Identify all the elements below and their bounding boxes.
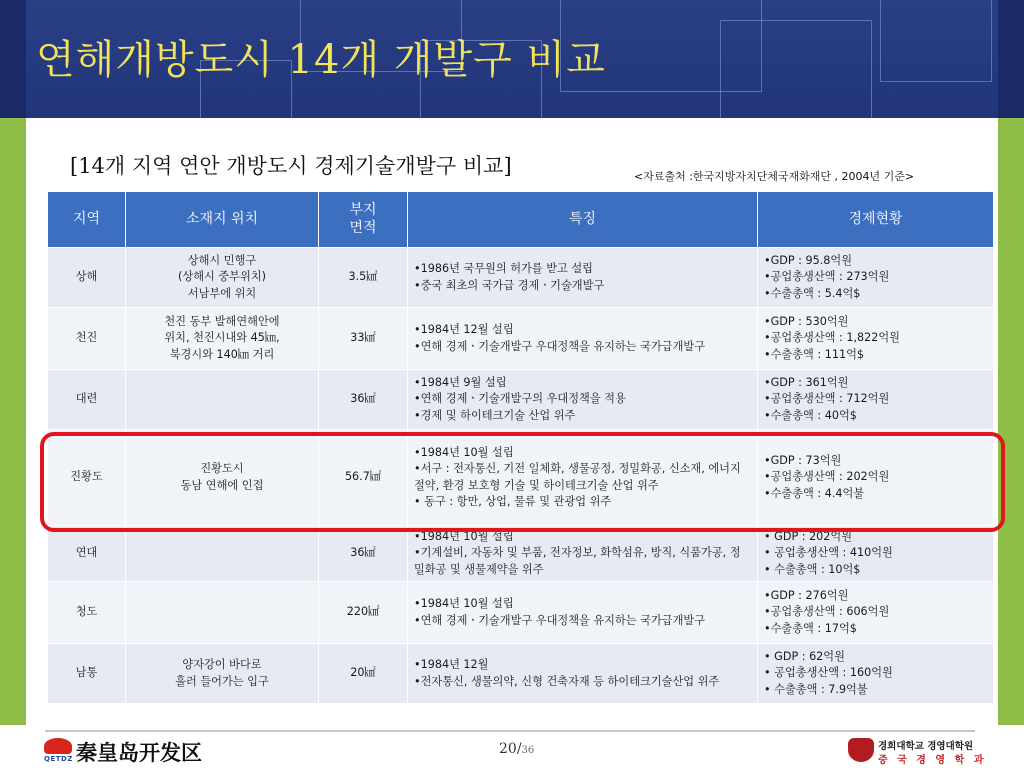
cell-region: 청도 bbox=[48, 582, 126, 644]
table-row bbox=[48, 526, 994, 582]
location-line: 북경시와 140㎞ 거리 bbox=[169, 347, 275, 361]
cell-economy bbox=[758, 370, 994, 430]
feature-line: •1984년 10월 설립 bbox=[414, 530, 514, 544]
feature-line: •전자통신, 생물의약, 신형 건축자재 등 하이테크기술산업 위주 bbox=[414, 674, 720, 688]
cell-region: 대련 bbox=[48, 370, 126, 430]
cell-features bbox=[408, 370, 758, 430]
cell-area: 3.5㎢ bbox=[319, 248, 408, 308]
economy-line: •수출총액 : 5.4억$ bbox=[764, 286, 861, 300]
cell-location bbox=[126, 248, 319, 308]
location-line: 흘러 들어가는 입구 bbox=[175, 674, 269, 688]
feature-line: • 동구 : 항만, 상업, 물류 및 관광업 위주 bbox=[414, 494, 612, 508]
cell-area: 56.7㎢ bbox=[319, 430, 408, 526]
cell-economy bbox=[758, 430, 994, 526]
cell-area: 36㎢ bbox=[319, 370, 408, 430]
table-caption: [14개 지역 연안 개방도시 경제기술개발구 비교] bbox=[70, 154, 512, 178]
feature-line: •연해 경제ㆍ기술개발구 우대정책을 유지하는 국가급개발구 bbox=[414, 339, 706, 353]
feature-line: •연해 경제ㆍ기술개발구 우대정책을 유지하는 국가급개발구 bbox=[414, 613, 706, 627]
economy-line: •GDP : 361억원 bbox=[764, 376, 849, 390]
economy-line: • GDP : 62억원 bbox=[764, 650, 845, 664]
cell-region: 남통 bbox=[48, 644, 126, 704]
header-economy: 경제현황 bbox=[758, 192, 994, 248]
cell-economy bbox=[758, 582, 994, 644]
economy-line: • 수출총액 : 7.9억불 bbox=[764, 682, 868, 696]
cell-location bbox=[126, 582, 319, 644]
economy-line: • GDP : 202억원 bbox=[764, 530, 853, 544]
economy-line: •GDP : 95.8억원 bbox=[764, 254, 853, 268]
economy-line: •GDP : 276억원 bbox=[764, 589, 849, 603]
cell-region: 천진 bbox=[48, 308, 126, 370]
economy-line: • 수출총액 : 10억$ bbox=[764, 562, 861, 576]
economy-line: •공업총생산액 : 712억원 bbox=[764, 392, 890, 406]
header-features: 특징 bbox=[408, 192, 758, 248]
economy-line: •수출총액 : 111억$ bbox=[764, 347, 864, 361]
header-right-band bbox=[998, 0, 1024, 118]
economy-line: •수출총액 : 4.4억불 bbox=[764, 486, 865, 500]
feature-line: •연해 경제ㆍ기술개발구의 우대정책을 적용 bbox=[414, 392, 626, 406]
cell-area: 20㎢ bbox=[319, 644, 408, 704]
cell-features bbox=[408, 526, 758, 582]
feature-line: •중국 최초의 국가급 경제ㆍ기술개발구 bbox=[414, 278, 605, 292]
location-line: 상해시 민행구 bbox=[187, 254, 257, 268]
source-note: <자료출처 :한국지방자치단체국재화재단 , 2004년 기준> bbox=[634, 170, 915, 183]
economy-line: •공업총생산액 : 273억원 bbox=[764, 270, 890, 284]
qetdz-mark-text: QETDZ bbox=[44, 755, 73, 763]
feature-line: •1984년 12월 설립 bbox=[414, 323, 514, 337]
header-left-strip bbox=[0, 0, 26, 118]
economy-line: •수출총액 : 17억$ bbox=[764, 621, 857, 635]
table-header-row bbox=[48, 192, 994, 248]
cell-features bbox=[408, 308, 758, 370]
table-row bbox=[48, 248, 994, 308]
cell-economy bbox=[758, 526, 994, 582]
location-line: (상해시 중부위치) bbox=[178, 270, 266, 284]
header-area bbox=[319, 192, 408, 248]
table-row bbox=[48, 308, 994, 370]
cell-location bbox=[126, 430, 319, 526]
economy-line: •공업총생산액 : 606억원 bbox=[764, 605, 890, 619]
economy-line: •공업총생산액 : 202억원 bbox=[764, 470, 890, 484]
qetdz-logo bbox=[44, 736, 214, 766]
university-logo bbox=[848, 736, 987, 766]
location-line: 양자강이 바다로 bbox=[182, 658, 262, 672]
left-green-bar bbox=[0, 118, 26, 725]
feature-line: •경제 및 하이테크기술 산업 위주 bbox=[414, 408, 576, 422]
right-green-bar bbox=[998, 118, 1024, 725]
feature-line: •서구 : 전자통신, 기전 일체화, 생물공정, 정밀화공, 신소재, 에너지 절약, 환경 보호형 기술 및 하이테크기술 산업 위주 bbox=[414, 462, 741, 492]
location-line: 천진 동부 발해연해안에 bbox=[164, 315, 280, 329]
economy-line: • 공업총생산액 : 160억원 bbox=[764, 666, 893, 680]
economy-line: •GDP : 530억원 bbox=[764, 315, 849, 329]
cell-region: 연대 bbox=[48, 526, 126, 582]
cell-area: 36㎢ bbox=[319, 526, 408, 582]
table-row bbox=[48, 644, 994, 704]
feature-line: •기계설비, 자동차 및 부품, 전자정보, 화학섬유, 방직, 식품가공, 정밀화공 및 생물제약을 위주 bbox=[414, 546, 741, 576]
table-row bbox=[48, 370, 994, 430]
university-name: 경희대학교 경영대학원 bbox=[878, 741, 974, 752]
department-name: 중 국 경 영 학 과 bbox=[878, 755, 987, 766]
cell-economy bbox=[758, 248, 994, 308]
header-banner bbox=[0, 0, 1024, 118]
decor-square bbox=[720, 20, 872, 118]
qetdz-name: 秦皇岛开发区 bbox=[76, 741, 202, 765]
cell-economy bbox=[758, 644, 994, 704]
page-current: 20/ bbox=[499, 741, 522, 757]
table-row bbox=[48, 582, 994, 644]
location-line: 위치, 천진시내와 45㎞, bbox=[164, 331, 280, 345]
location-line: 진황도시 bbox=[200, 462, 244, 476]
feature-line: •1984년 10월 설립 bbox=[414, 446, 514, 460]
comparison-table bbox=[47, 191, 994, 704]
footer-divider bbox=[45, 730, 975, 732]
cell-location bbox=[126, 526, 319, 582]
table-row bbox=[48, 430, 994, 526]
cell-location bbox=[126, 370, 319, 430]
cell-features bbox=[408, 430, 758, 526]
page-number bbox=[499, 738, 534, 757]
feature-line: •1986년 국무원의 허가를 받고 설립 bbox=[414, 262, 593, 276]
decor-square bbox=[880, 0, 992, 82]
cell-economy bbox=[758, 308, 994, 370]
qetdz-mark-icon bbox=[44, 738, 72, 754]
cell-region: 상해 bbox=[48, 248, 126, 308]
feature-line: •1984년 9월 설립 bbox=[414, 376, 507, 390]
cell-features bbox=[408, 644, 758, 704]
cell-region: 진황도 bbox=[48, 430, 126, 526]
header-region: 지역 bbox=[48, 192, 126, 248]
cell-features bbox=[408, 248, 758, 308]
economy-line: •수출총액 : 40억$ bbox=[764, 408, 857, 422]
header-location: 소재지 위치 bbox=[126, 192, 319, 248]
economy-line: •공업총생산액 : 1,822억원 bbox=[764, 331, 900, 345]
cell-location bbox=[126, 308, 319, 370]
header-area-label: 부지 면적 bbox=[349, 202, 377, 236]
cell-area: 220㎢ bbox=[319, 582, 408, 644]
university-seal-icon bbox=[848, 738, 874, 762]
page-title: 연해개방도시 14개 개발구 비교 bbox=[36, 37, 606, 83]
feature-line: •1984년 10월 설립 bbox=[414, 597, 514, 611]
feature-line: •1984년 12월 bbox=[414, 658, 489, 672]
economy-line: • 공업총생산액 : 410억원 bbox=[764, 546, 893, 560]
cell-location bbox=[126, 644, 319, 704]
economy-line: •GDP : 73억원 bbox=[764, 454, 842, 468]
page-total: 36 bbox=[521, 745, 535, 756]
location-line: 서남부에 위치 bbox=[187, 286, 257, 300]
cell-features bbox=[408, 582, 758, 644]
location-line: 동남 연해에 인접 bbox=[180, 478, 264, 492]
cell-area: 33㎢ bbox=[319, 308, 408, 370]
